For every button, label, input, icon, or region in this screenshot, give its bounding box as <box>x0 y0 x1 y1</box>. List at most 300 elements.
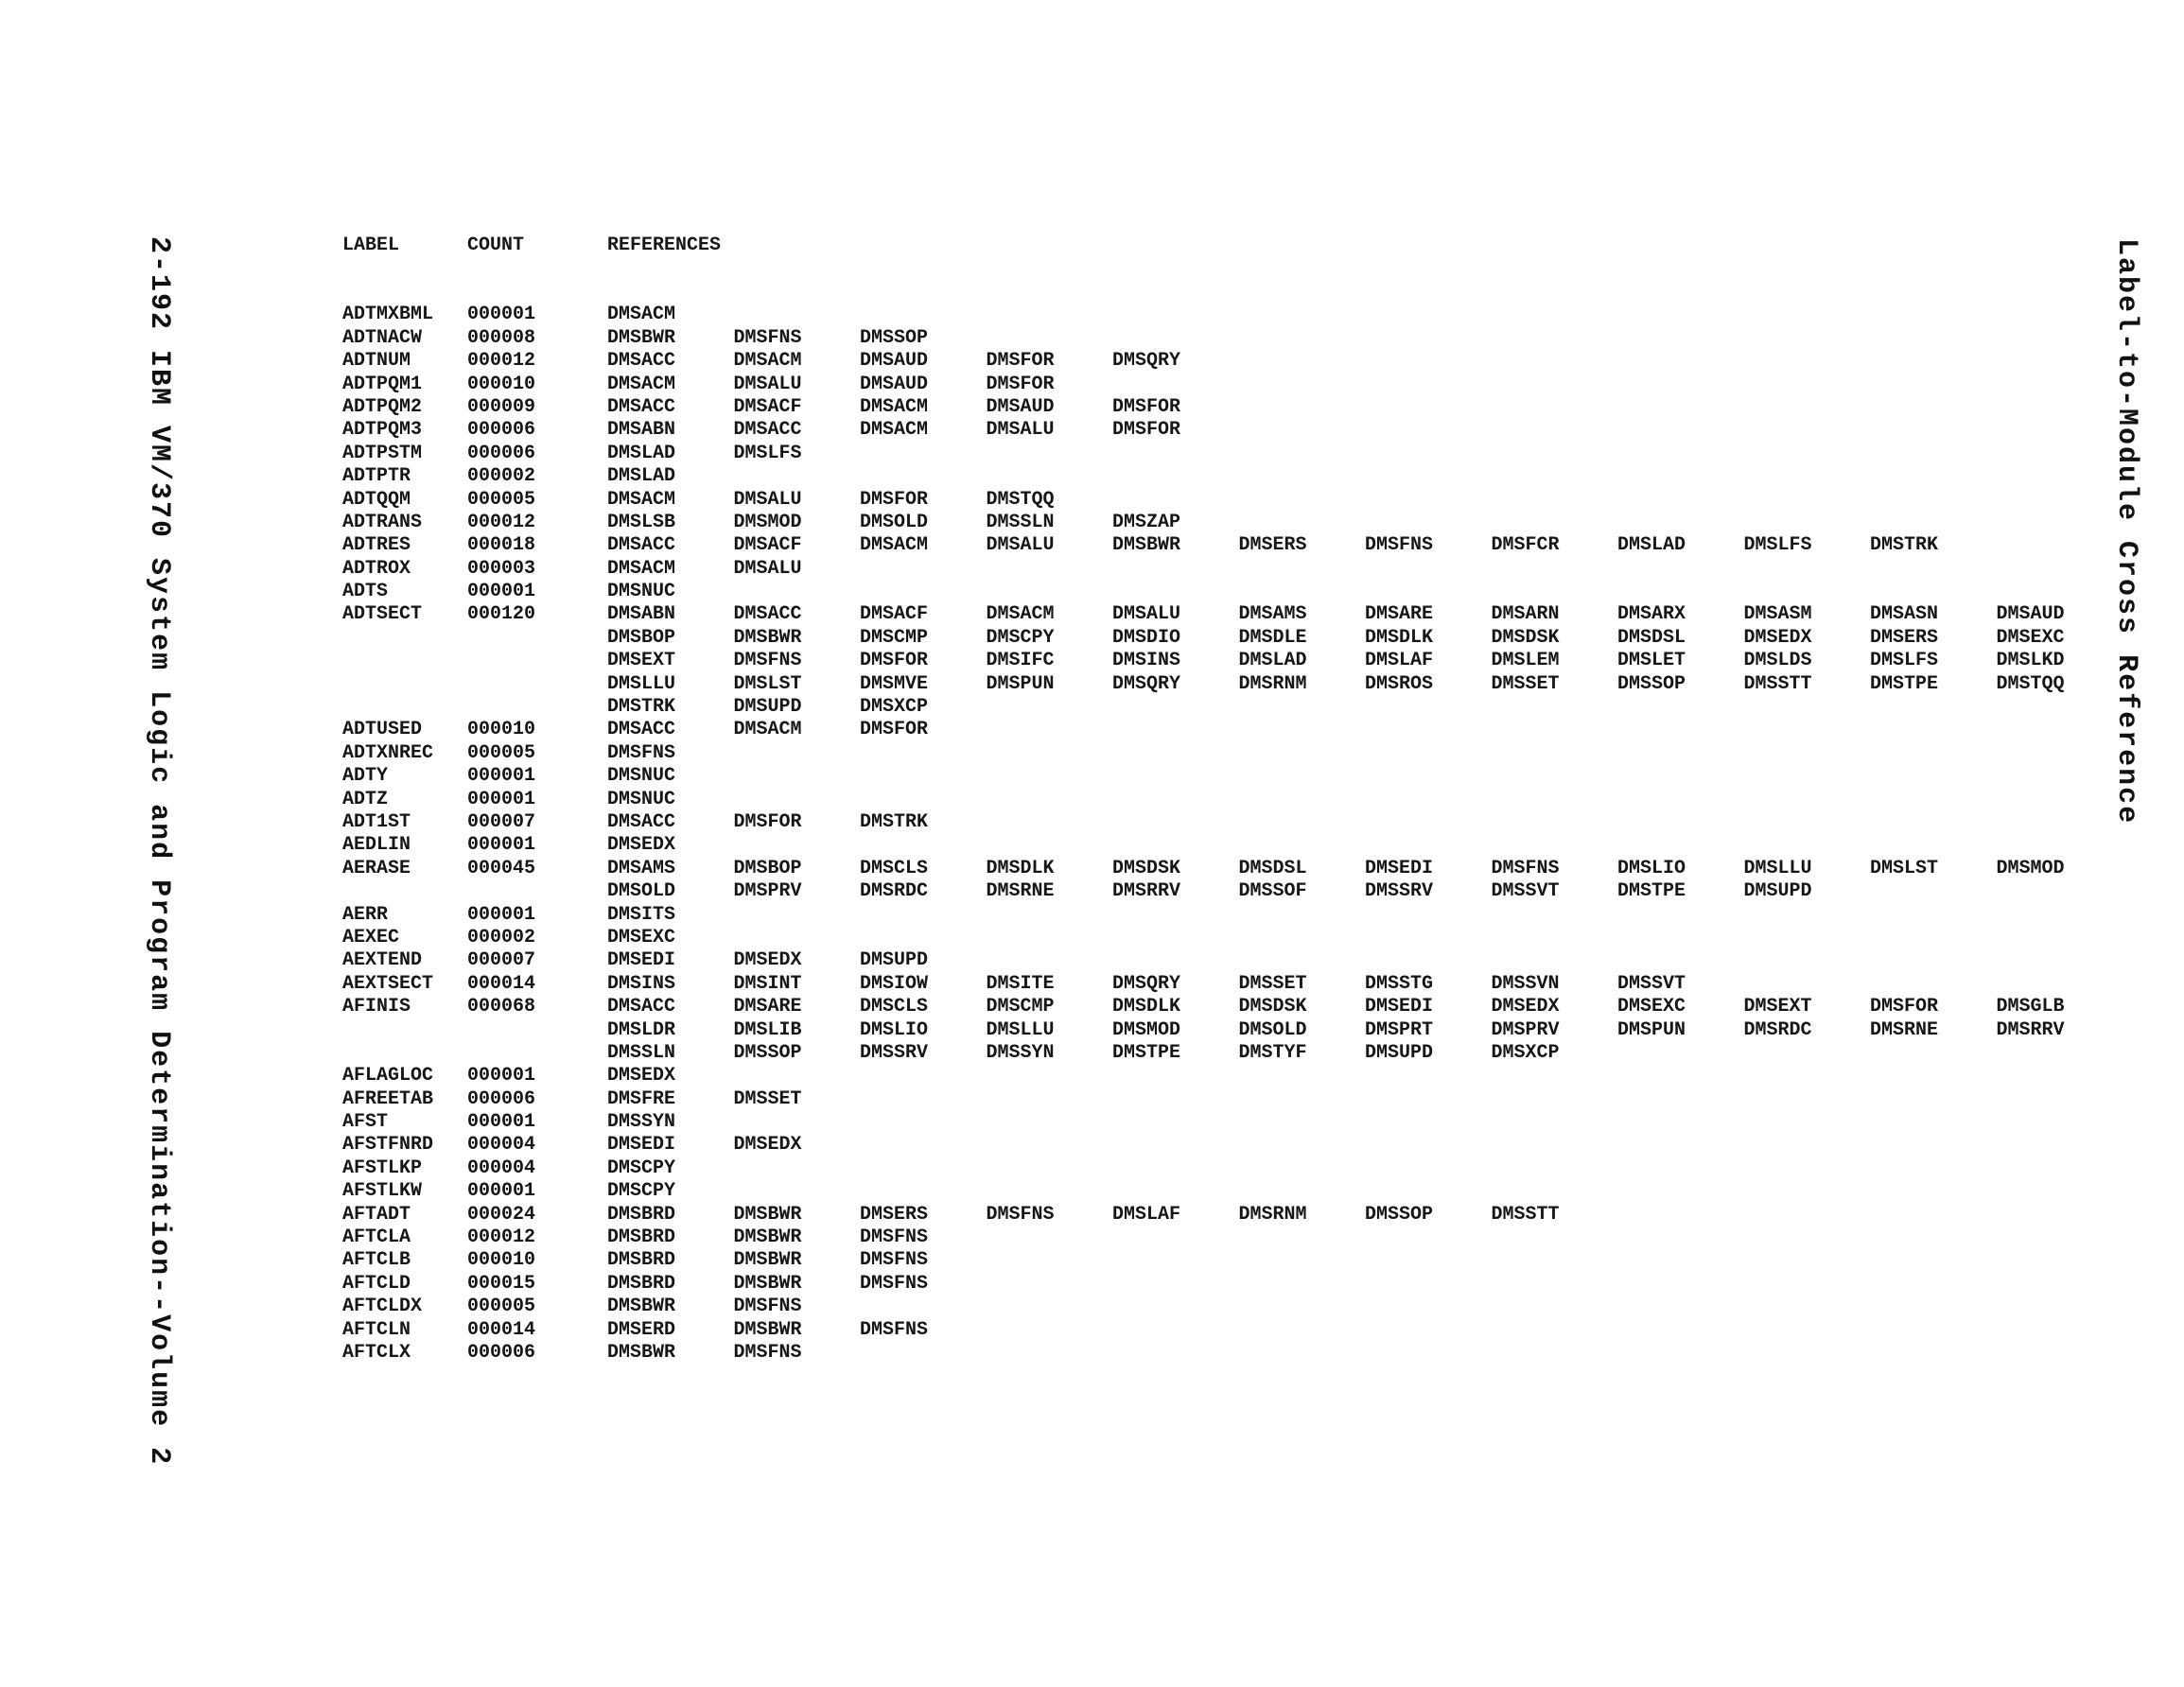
row-label: ADTMXBML <box>342 304 434 326</box>
module-reference: DMSTPE <box>1617 880 1686 903</box>
table-row <box>342 1249 2123 1272</box>
module-reference: DMSIFC <box>986 650 1055 672</box>
table-row <box>342 1226 2123 1249</box>
row-label: AFTCLX <box>342 1341 411 1364</box>
row-count: 000006 <box>467 1087 536 1110</box>
module-reference: DMSLLU <box>986 1018 1055 1041</box>
module-reference: DMSRRV <box>1996 1018 2065 1041</box>
module-reference: DMSACM <box>860 395 929 418</box>
module-reference: DMSSYN <box>986 1041 1055 1064</box>
table-row <box>342 1204 2123 1226</box>
table-row <box>342 627 2123 650</box>
table-row <box>342 1319 2123 1342</box>
row-references <box>607 374 1112 396</box>
row-references <box>607 996 2123 1018</box>
table-row <box>342 327 2123 350</box>
row-references <box>607 558 860 581</box>
module-reference: DMSSET <box>1238 972 1307 995</box>
module-reference: DMSDLE <box>1238 626 1307 649</box>
row-count: 000018 <box>467 534 536 557</box>
module-reference: DMSFOR <box>986 373 1055 395</box>
module-reference: DMSSET <box>1491 672 1560 695</box>
row-count: 000009 <box>467 395 536 418</box>
row-references <box>607 1180 734 1203</box>
module-reference: DMSACC <box>607 395 676 418</box>
module-reference: DMSEDX <box>607 1065 676 1087</box>
module-reference: DMSACM <box>860 534 929 557</box>
table-row <box>342 1019 2123 1042</box>
module-reference: DMSFOR <box>733 810 802 833</box>
module-reference: DMSDSK <box>1238 996 1307 1018</box>
table-row <box>342 603 2123 626</box>
table-row <box>342 1088 2123 1111</box>
module-reference: DMSBWR <box>607 1341 676 1364</box>
row-count: 000002 <box>467 465 536 488</box>
module-reference: DMSFNS <box>860 1272 929 1295</box>
row-label: AEDLIN <box>342 834 411 857</box>
row-label: ADTY <box>342 765 389 788</box>
row-count: 000007 <box>467 949 536 972</box>
row-references <box>607 1111 734 1134</box>
module-reference: DMSINS <box>607 972 676 995</box>
row-label: ADTNACW <box>342 326 423 349</box>
row-label: ADTQQM <box>342 488 411 511</box>
module-reference: DMSBWR <box>733 1249 802 1272</box>
table-row <box>342 419 2123 442</box>
row-references <box>607 973 1744 996</box>
row-references <box>607 327 987 350</box>
module-reference: DMSDSL <box>1238 857 1307 879</box>
module-reference: DMSTPE <box>1870 672 1939 695</box>
module-reference: DMSLIB <box>733 1018 802 1041</box>
module-reference: DMSEDX <box>607 834 676 857</box>
module-reference: DMSLSB <box>607 511 676 533</box>
module-reference: DMSRNE <box>986 880 1055 903</box>
module-reference: DMSSTT <box>1491 1203 1560 1226</box>
row-references <box>607 350 1239 373</box>
module-reference: DMSTRK <box>860 810 929 833</box>
module-reference: DMSBRD <box>607 1203 676 1226</box>
row-label: AFTCLN <box>342 1318 411 1341</box>
row-count: 000008 <box>467 326 536 349</box>
module-reference: DMSFOR <box>860 719 929 741</box>
table-row <box>342 350 2123 373</box>
module-reference: DMSCMP <box>860 626 929 649</box>
table-row <box>342 1111 2123 1134</box>
table-row <box>342 996 2123 1018</box>
row-references <box>607 742 734 765</box>
row-references <box>607 1157 734 1180</box>
module-reference: DMSARN <box>1491 603 1560 626</box>
module-reference: DMSBRD <box>607 1272 676 1295</box>
module-reference: DMSQRY <box>1112 672 1181 695</box>
module-reference: DMSTYF <box>1238 1041 1307 1064</box>
module-reference: DMSEXC <box>607 926 676 948</box>
table-row <box>342 489 2123 512</box>
row-label: ADTNUM <box>342 350 411 373</box>
module-reference: DMSLDR <box>607 1018 676 1041</box>
table-row <box>342 834 2123 857</box>
module-reference: DMSAUD <box>860 373 929 395</box>
row-label: ADTROX <box>342 557 411 580</box>
module-reference: DMSAMS <box>607 857 676 879</box>
row-count: 000001 <box>467 1180 536 1203</box>
module-reference: DMSLAD <box>1238 650 1307 672</box>
module-reference: DMSCPY <box>607 1157 676 1179</box>
row-references <box>607 304 734 326</box>
module-reference: DMSINS <box>1112 650 1181 672</box>
row-count: 000015 <box>467 1272 536 1295</box>
module-reference: DMSRDC <box>860 880 929 903</box>
table-row <box>342 1134 2123 1157</box>
module-reference: DMSLST <box>733 672 802 695</box>
module-reference: DMSLFS <box>1870 650 1939 672</box>
module-reference: DMSBWR <box>733 1226 802 1249</box>
row-count: 000010 <box>467 719 536 741</box>
module-reference: DMSACC <box>733 419 802 442</box>
row-label: AFREETAB <box>342 1087 434 1110</box>
row-label: AFTADT <box>342 1203 411 1226</box>
module-reference: DMSLLU <box>607 672 676 695</box>
count-column-header: COUNT <box>467 235 525 256</box>
row-count: 000014 <box>467 1318 536 1341</box>
module-reference: DMSFNS <box>733 326 802 349</box>
module-reference: DMSLAD <box>607 465 676 488</box>
table-row <box>342 973 2123 996</box>
module-reference: DMSACM <box>607 304 676 326</box>
row-references <box>607 581 734 603</box>
module-reference: DMSACC <box>607 996 676 1018</box>
module-reference: DMSGLB <box>1996 996 2065 1018</box>
module-reference: DMSEDX <box>733 1134 802 1157</box>
module-reference: DMSMVE <box>860 672 929 695</box>
module-reference: DMSAUD <box>860 350 929 373</box>
module-reference: DMSACC <box>733 603 802 626</box>
module-reference: DMSACF <box>860 603 929 626</box>
module-reference: DMSSVT <box>1617 972 1686 995</box>
module-reference: DMSSVT <box>1491 880 1560 903</box>
module-reference: DMSMOD <box>1112 1018 1181 1041</box>
module-reference: DMSLAF <box>1365 650 1434 672</box>
module-reference: DMSINT <box>733 972 802 995</box>
module-reference: DMSRNE <box>1870 1018 1939 1041</box>
module-reference: DMSPRT <box>1365 1018 1434 1041</box>
row-count: 000006 <box>467 442 536 464</box>
row-label: ADTZ <box>342 788 389 810</box>
row-count: 000001 <box>467 1065 536 1087</box>
module-reference: DMSALU <box>733 488 802 511</box>
row-count: 000003 <box>467 557 536 580</box>
module-reference: DMSZAP <box>1112 511 1181 533</box>
table-row <box>342 396 2123 419</box>
module-reference: DMSDSL <box>1617 626 1686 649</box>
row-count: 000045 <box>467 857 536 879</box>
row-label: ADTPQM1 <box>342 373 423 395</box>
module-reference: DMSACM <box>607 373 676 395</box>
table-row <box>342 304 2123 326</box>
module-reference: DMSSLN <box>607 1041 676 1064</box>
table-row <box>342 512 2123 534</box>
module-reference: DMSUPD <box>1365 1041 1434 1064</box>
module-reference: DMSMOD <box>1996 857 2065 879</box>
row-label: AFTCLDX <box>342 1296 423 1318</box>
row-references <box>607 1134 860 1157</box>
row-references <box>607 1273 987 1296</box>
module-reference: DMSACC <box>607 810 676 833</box>
module-reference: DMSPUN <box>1617 1018 1686 1041</box>
row-count: 000006 <box>467 1341 536 1364</box>
module-reference: DMSAUD <box>986 395 1055 418</box>
module-reference: DMSSRV <box>1365 880 1434 903</box>
module-reference: DMSLAD <box>607 442 676 464</box>
row-label: AFLAGLOC <box>342 1065 434 1087</box>
module-reference: DMSNUC <box>607 581 676 603</box>
row-references <box>607 858 2123 880</box>
table-row <box>342 765 2123 788</box>
module-reference: DMSDLK <box>986 857 1055 879</box>
module-reference: DMSCLS <box>860 857 929 879</box>
row-count: 000068 <box>467 996 536 1018</box>
module-reference: DMSEXT <box>1743 996 1812 1018</box>
module-reference: DMSLAF <box>1112 1203 1181 1226</box>
row-count: 000012 <box>467 350 536 373</box>
row-count: 000005 <box>467 1296 536 1318</box>
row-references <box>607 927 734 949</box>
module-reference: DMSERS <box>1238 534 1307 557</box>
module-reference: DMSFRE <box>607 1087 676 1110</box>
row-references <box>607 949 987 972</box>
row-count: 000024 <box>467 1203 536 1226</box>
module-reference: DMSACC <box>607 350 676 373</box>
table-row <box>342 904 2123 927</box>
row-label: AFTCLA <box>342 1226 411 1249</box>
table-row <box>342 1296 2123 1318</box>
table-row <box>342 650 2123 672</box>
row-label: AERASE <box>342 857 411 879</box>
module-reference: DMSFNS <box>1491 857 1560 879</box>
module-reference: DMSACM <box>607 488 676 511</box>
module-reference: DMSFNS <box>733 650 802 672</box>
table-body <box>342 304 2123 1365</box>
module-reference: DMSFOR <box>986 350 1055 373</box>
module-reference: DMSAMS <box>1238 603 1307 626</box>
row-count: 000001 <box>467 903 536 926</box>
module-reference: DMSITS <box>607 903 676 926</box>
module-reference: DMSFOR <box>1870 996 1939 1018</box>
module-reference: DMSDIO <box>1112 626 1181 649</box>
page-footer-title: 2-192 IBM VM/370 System Logic and Program Determination--Volume 2 <box>143 236 175 1467</box>
module-reference: DMSUPD <box>733 696 802 719</box>
module-reference: DMSLKD <box>1996 650 2065 672</box>
row-references <box>607 765 734 788</box>
module-reference: DMSSTT <box>1743 672 1812 695</box>
row-count: 000010 <box>467 1249 536 1272</box>
module-reference: DMSRDC <box>1743 1018 1812 1041</box>
row-references <box>607 1204 1617 1226</box>
table-row <box>342 465 2123 488</box>
module-reference: DMSFCR <box>1491 534 1560 557</box>
module-reference: DMSXCP <box>860 696 929 719</box>
module-reference: DMSEDI <box>1365 996 1434 1018</box>
row-references <box>607 627 2123 650</box>
table-row <box>342 443 2123 465</box>
module-reference: DMSACC <box>607 719 676 741</box>
table-row <box>342 673 2123 696</box>
row-count: 000005 <box>467 741 536 764</box>
module-reference: DMSSET <box>733 1087 802 1110</box>
module-reference: DMSACF <box>733 534 802 557</box>
row-references <box>607 512 1239 534</box>
row-references <box>607 696 987 719</box>
row-references <box>607 1226 987 1249</box>
module-reference: DMSOLD <box>1238 1018 1307 1041</box>
module-reference: DMSBOP <box>607 626 676 649</box>
module-reference: DMSRRV <box>1112 880 1181 903</box>
row-count: 000120 <box>467 603 536 626</box>
module-reference: DMSASM <box>1743 603 1812 626</box>
module-reference: DMSQRY <box>1112 972 1181 995</box>
module-reference: DMSMOD <box>733 511 802 533</box>
module-reference: DMSBWR <box>733 626 802 649</box>
module-reference: DMSITE <box>986 972 1055 995</box>
module-reference: DMSDSK <box>1112 857 1181 879</box>
row-label: AFSTLKP <box>342 1157 423 1179</box>
module-reference: DMSLEM <box>1491 650 1560 672</box>
module-reference: DMSFNS <box>860 1318 929 1341</box>
row-references <box>607 650 2123 672</box>
row-references <box>607 443 860 465</box>
row-count: 000010 <box>467 373 536 395</box>
module-reference: DMSXCP <box>1491 1041 1560 1064</box>
module-reference: DMSARE <box>1365 603 1434 626</box>
module-reference: DMSBWR <box>607 326 676 349</box>
module-reference: DMSFOR <box>1112 419 1181 442</box>
module-reference: DMSRNM <box>1238 1203 1307 1226</box>
module-reference: DMSERS <box>860 1203 929 1226</box>
table-row <box>342 1180 2123 1203</box>
row-references <box>607 1065 734 1087</box>
module-reference: DMSLLU <box>1743 857 1812 879</box>
module-reference: DMSABN <box>607 603 676 626</box>
row-label: AFSTFNRD <box>342 1134 434 1157</box>
module-reference: DMSDLK <box>1112 996 1181 1018</box>
row-count: 000001 <box>467 834 536 857</box>
row-count: 000014 <box>467 972 536 995</box>
module-reference: DMSCPY <box>607 1180 676 1203</box>
module-reference: DMSEXC <box>1617 996 1686 1018</box>
module-reference: DMSAUD <box>1996 603 2065 626</box>
module-reference: DMSERS <box>1870 626 1939 649</box>
module-reference: DMSALU <box>986 419 1055 442</box>
row-references <box>607 489 1112 512</box>
table-row <box>342 949 2123 972</box>
row-references <box>607 1249 987 1272</box>
module-reference: DMSSYN <box>607 1111 676 1134</box>
module-reference: DMSFOR <box>860 488 929 511</box>
module-reference: DMSTPE <box>1112 1041 1181 1064</box>
module-reference: DMSALU <box>733 373 802 395</box>
row-count: 000005 <box>467 488 536 511</box>
row-references <box>607 396 1239 419</box>
table-row <box>342 927 2123 949</box>
module-reference: DMSFNS <box>733 1296 802 1318</box>
module-reference: DMSEDI <box>607 1134 676 1157</box>
module-reference: DMSEXC <box>1996 626 2065 649</box>
row-references <box>607 465 734 488</box>
module-reference: DMSFNS <box>986 1203 1055 1226</box>
table-row <box>342 1342 2123 1365</box>
table-row <box>342 534 2123 557</box>
row-label: ADTPQM2 <box>342 395 423 418</box>
module-reference: DMSTRK <box>1870 534 1939 557</box>
module-reference: DMSBRD <box>607 1249 676 1272</box>
table-row <box>342 789 2123 811</box>
module-reference: DMSSOP <box>1617 672 1686 695</box>
module-reference: DMSEXT <box>607 650 676 672</box>
row-label: ADTXNREC <box>342 741 434 764</box>
module-reference: DMSLFS <box>1743 534 1812 557</box>
row-count: 000007 <box>467 810 536 833</box>
row-label: AEXEC <box>342 926 400 948</box>
module-reference: DMSSOF <box>1238 880 1307 903</box>
module-reference: DMSEDI <box>607 949 676 972</box>
table-row <box>342 374 2123 396</box>
module-reference: DMSOLD <box>860 511 929 533</box>
row-references <box>607 603 2123 626</box>
module-reference: DMSACF <box>733 395 802 418</box>
row-label: ADTUSED <box>342 719 423 741</box>
module-reference: DMSBRD <box>607 1226 676 1249</box>
module-reference: DMSSVN <box>1491 972 1560 995</box>
row-references <box>607 419 1239 442</box>
module-reference: DMSRNM <box>1238 672 1307 695</box>
row-label: ADTRANS <box>342 511 423 533</box>
row-label: AFSTLKW <box>342 1180 423 1203</box>
module-reference: DMSSTG <box>1365 972 1434 995</box>
row-label: ADTPQM3 <box>342 419 423 442</box>
row-count: 000001 <box>467 1111 536 1134</box>
row-count: 000001 <box>467 304 536 326</box>
module-reference: DMSIOW <box>860 972 929 995</box>
module-reference: DMSEDI <box>1365 857 1434 879</box>
row-label: ADTSECT <box>342 603 423 626</box>
row-label: AEXTEND <box>342 949 423 972</box>
module-reference: DMSLST <box>1870 857 1939 879</box>
module-reference: DMSNUC <box>607 788 676 810</box>
table-row <box>342 1065 2123 1087</box>
row-references <box>607 1088 860 1111</box>
module-reference: DMSFOR <box>1112 395 1181 418</box>
section-title: Label-to-Module Cross Reference <box>2110 238 2142 826</box>
module-reference: DMSFOR <box>860 650 929 672</box>
module-reference: DMSASN <box>1870 603 1939 626</box>
module-reference: DMSARX <box>1617 603 1686 626</box>
module-reference: DMSCPY <box>986 626 1055 649</box>
module-reference: DMSDLK <box>1365 626 1434 649</box>
table-row <box>342 581 2123 603</box>
module-reference: DMSFNS <box>733 1341 802 1364</box>
module-reference: DMSLET <box>1617 650 1686 672</box>
module-reference: DMSACM <box>860 419 929 442</box>
module-reference: DMSALU <box>986 534 1055 557</box>
module-reference: DMSUPD <box>1743 880 1812 903</box>
row-references <box>607 834 734 857</box>
module-reference: DMSLFS <box>733 442 802 464</box>
table-row <box>342 1157 2123 1180</box>
table-row <box>342 1042 2123 1065</box>
row-references <box>607 789 734 811</box>
table-row <box>342 742 2123 765</box>
